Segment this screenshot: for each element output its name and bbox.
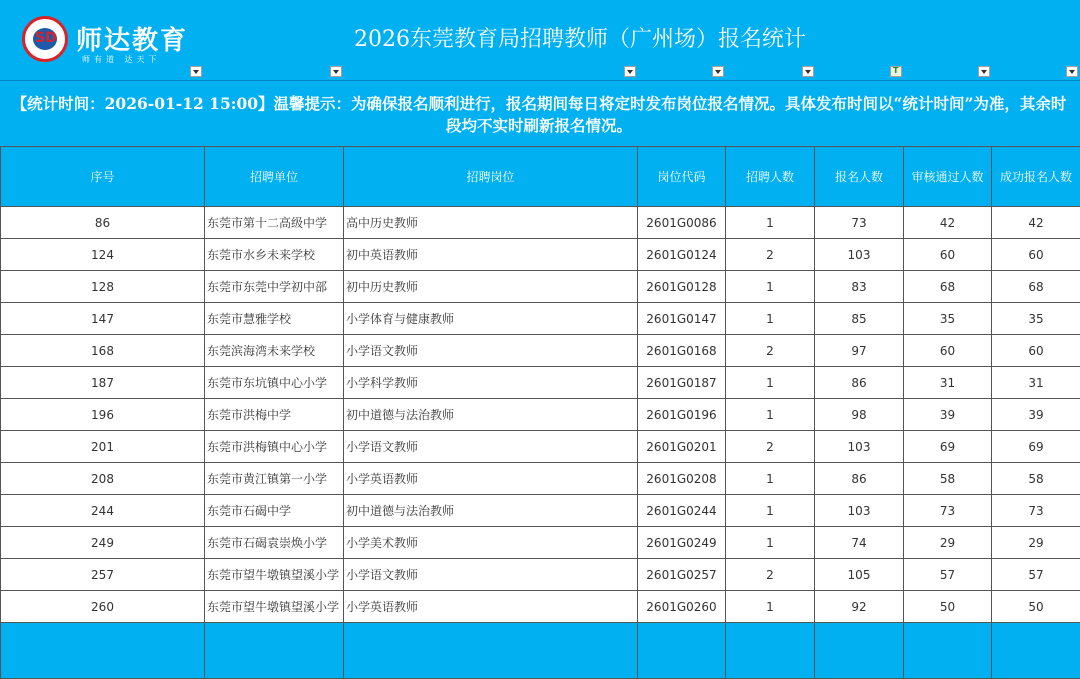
- notice-banner: [0, 80, 1080, 147]
- registration-table: [0, 146, 1080, 679]
- table-row: [1, 431, 1080, 463]
- cell-code[interactable]: 2601G0201: [638, 431, 726, 463]
- cell-registered[interactable]: 35: [992, 303, 1080, 335]
- cell-code[interactable]: 2601G0147: [638, 303, 726, 335]
- column-header[interactable]: 招聘岗位: [344, 147, 638, 207]
- table-header-row: [1, 147, 1080, 207]
- cell-position[interactable]: 小学语文教师: [344, 431, 638, 463]
- cell-employer[interactable]: 东莞市东坑镇中心小学: [205, 367, 344, 399]
- cell-index[interactable]: 201: [1, 431, 205, 463]
- table-row: [1, 463, 1080, 495]
- column-header[interactable]: 招聘人数: [726, 147, 815, 207]
- cell-code[interactable]: 2601G0244: [638, 495, 726, 527]
- cell-position[interactable]: 高中历史教师: [344, 207, 638, 239]
- cell-openings[interactable]: 1: [726, 303, 815, 335]
- cell-code[interactable]: 2601G0260: [638, 591, 726, 623]
- cell-code[interactable]: 2601G0208: [638, 463, 726, 495]
- cell-openings[interactable]: 1: [726, 591, 815, 623]
- cell-openings[interactable]: 2: [726, 431, 815, 463]
- empty-row: [1, 623, 1080, 679]
- column-header[interactable]: 岗位代码: [638, 147, 726, 207]
- cell-employer[interactable]: 东莞市慧雅学校: [205, 303, 344, 335]
- filter-dropdown-button[interactable]: [1066, 66, 1078, 77]
- cell-code[interactable]: 2601G0124: [638, 239, 726, 271]
- cell-applicants[interactable]: 86: [815, 367, 904, 399]
- cell-openings[interactable]: 2: [726, 559, 815, 591]
- cell-registered[interactable]: 58: [992, 463, 1080, 495]
- table-row: [1, 207, 1080, 239]
- logo-badge-text: SD: [35, 30, 57, 46]
- cell-index[interactable]: 249: [1, 527, 205, 559]
- cell-approved[interactable]: 35: [904, 303, 992, 335]
- brand-slogan: 师有道 达天下: [82, 55, 161, 64]
- table-row: [1, 303, 1080, 335]
- cell-position[interactable]: 初中道德与法治教师: [344, 495, 638, 527]
- header-bar: [0, 0, 1080, 78]
- table-row: [1, 239, 1080, 271]
- cell-employer[interactable]: 东莞市黄江镇第一小学: [205, 463, 344, 495]
- cell-applicants[interactable]: 85: [815, 303, 904, 335]
- table-row: [1, 591, 1080, 623]
- cell-index[interactable]: 187: [1, 367, 205, 399]
- cell-registered[interactable]: 29: [992, 527, 1080, 559]
- cell-applicants[interactable]: 105: [815, 559, 904, 591]
- column-header[interactable]: 报名人数: [815, 147, 904, 207]
- filter-dropdown-button[interactable]: [712, 66, 724, 77]
- filter-dropdown-button[interactable]: [978, 66, 990, 77]
- cell-code[interactable]: 2601G0257: [638, 559, 726, 591]
- cell-approved[interactable]: 60: [904, 335, 992, 367]
- cell-openings[interactable]: 1: [726, 271, 815, 303]
- column-header[interactable]: 序号: [1, 147, 205, 207]
- cell-applicants[interactable]: 97: [815, 335, 904, 367]
- cell-openings[interactable]: 1: [726, 367, 815, 399]
- table-row: [1, 271, 1080, 303]
- cell-employer[interactable]: 东莞市水乡未来学校: [205, 239, 344, 271]
- cell-code[interactable]: 2601G0086: [638, 207, 726, 239]
- cell-approved[interactable]: 57: [904, 559, 992, 591]
- cell-index[interactable]: 208: [1, 463, 205, 495]
- cell-applicants[interactable]: 86: [815, 463, 904, 495]
- filter-dropdown-button[interactable]: [802, 66, 814, 77]
- cell-index[interactable]: 147: [1, 303, 205, 335]
- cell-employer[interactable]: 东莞市望牛墩镇望溪小学: [205, 559, 344, 591]
- cell-registered[interactable]: 39: [992, 399, 1080, 431]
- cell-registered[interactable]: 69: [992, 431, 1080, 463]
- cell-registered[interactable]: 31: [992, 367, 1080, 399]
- cell-approved[interactable]: 39: [904, 399, 992, 431]
- cell-applicants[interactable]: 103: [815, 495, 904, 527]
- cell-index[interactable]: 244: [1, 495, 205, 527]
- cell-employer[interactable]: 东莞市洪梅中学: [205, 399, 344, 431]
- cell-registered[interactable]: 50: [992, 591, 1080, 623]
- page-title: 2026东莞教育局招聘教师（广州场）报名统计: [354, 27, 806, 52]
- cell-applicants[interactable]: 74: [815, 527, 904, 559]
- cell-index[interactable]: 128: [1, 271, 205, 303]
- cell-approved[interactable]: 60: [904, 239, 992, 271]
- cell-position[interactable]: 初中英语教师: [344, 239, 638, 271]
- filter-dropdown-button[interactable]: [190, 66, 202, 77]
- cell-index[interactable]: 168: [1, 335, 205, 367]
- cell-index[interactable]: 86: [1, 207, 205, 239]
- cell-openings[interactable]: 1: [726, 207, 815, 239]
- cell-employer[interactable]: 东莞市石碣中学: [205, 495, 344, 527]
- cell-approved[interactable]: 31: [904, 367, 992, 399]
- cell-employer[interactable]: 东莞市望牛墩镇望溪小学: [205, 591, 344, 623]
- cell-registered[interactable]: 68: [992, 271, 1080, 303]
- cell-approved[interactable]: 42: [904, 207, 992, 239]
- cell-code[interactable]: 2601G0168: [638, 335, 726, 367]
- cell-openings[interactable]: 1: [726, 399, 815, 431]
- cell-registered[interactable]: 73: [992, 495, 1080, 527]
- cell-openings[interactable]: 1: [726, 527, 815, 559]
- cell-openings[interactable]: 2: [726, 239, 815, 271]
- column-header[interactable]: 审核通过人数: [904, 147, 992, 207]
- column-header[interactable]: 成功报名人数: [992, 147, 1080, 207]
- cell-code[interactable]: 2601G0128: [638, 271, 726, 303]
- table-row: [1, 527, 1080, 559]
- column-header[interactable]: 招聘单位: [205, 147, 344, 207]
- cell-applicants[interactable]: 73: [815, 207, 904, 239]
- cell-employer[interactable]: 东莞市石碣袁崇焕小学: [205, 527, 344, 559]
- cell-openings[interactable]: 1: [726, 495, 815, 527]
- cell-applicants[interactable]: 98: [815, 399, 904, 431]
- cell-position[interactable]: 小学英语教师: [344, 463, 638, 495]
- cell-employer[interactable]: 东莞市洪梅镇中心小学: [205, 431, 344, 463]
- cell-index[interactable]: 196: [1, 399, 205, 431]
- table-row: [1, 559, 1080, 591]
- cell-position[interactable]: 小学语文教师: [344, 335, 638, 367]
- table-row: [1, 495, 1080, 527]
- filter-dropdown-button[interactable]: [330, 66, 342, 77]
- cell-position[interactable]: 初中历史教师: [344, 271, 638, 303]
- cell-employer[interactable]: 东莞市东莞中学初中部: [205, 271, 344, 303]
- cell-position[interactable]: 小学英语教师: [344, 591, 638, 623]
- table-row: [1, 399, 1080, 431]
- cell-approved[interactable]: 29: [904, 527, 992, 559]
- cell-registered[interactable]: 60: [992, 239, 1080, 271]
- cell-index[interactable]: 257: [1, 559, 205, 591]
- cell-index[interactable]: 124: [1, 239, 205, 271]
- cell-code[interactable]: 2601G0196: [638, 399, 726, 431]
- cell-registered[interactable]: 60: [992, 335, 1080, 367]
- cell-approved[interactable]: 73: [904, 495, 992, 527]
- cell-approved[interactable]: 69: [904, 431, 992, 463]
- table-row: [1, 335, 1080, 367]
- table-row: [1, 367, 1080, 399]
- active-filter-icon[interactable]: [890, 66, 902, 77]
- cell-registered[interactable]: 42: [992, 207, 1080, 239]
- brand-name: 师达教育: [76, 26, 189, 56]
- cell-registered[interactable]: 57: [992, 559, 1080, 591]
- cell-position[interactable]: 小学体育与健康教师: [344, 303, 638, 335]
- cell-position[interactable]: 初中道德与法治教师: [344, 399, 638, 431]
- cell-employer[interactable]: 东莞市第十二高级中学: [205, 207, 344, 239]
- cell-applicants[interactable]: 103: [815, 431, 904, 463]
- cell-position[interactable]: 小学语文教师: [344, 559, 638, 591]
- cell-approved[interactable]: 58: [904, 463, 992, 495]
- cell-applicants[interactable]: 103: [815, 239, 904, 271]
- cell-position[interactable]: 小学科学教师: [344, 367, 638, 399]
- cell-applicants[interactable]: 92: [815, 591, 904, 623]
- cell-applicants[interactable]: 83: [815, 271, 904, 303]
- cell-openings[interactable]: 2: [726, 335, 815, 367]
- cell-position[interactable]: 小学美术教师: [344, 527, 638, 559]
- cell-approved[interactable]: 68: [904, 271, 992, 303]
- cell-index[interactable]: 260: [1, 591, 205, 623]
- cell-code[interactable]: 2601G0249: [638, 527, 726, 559]
- cell-openings[interactable]: 1: [726, 463, 815, 495]
- cell-code[interactable]: 2601G0187: [638, 367, 726, 399]
- filter-dropdown-button[interactable]: [624, 66, 636, 77]
- notice-text: 【统计时间：2026-01-12 15:00】温馨提示：为确保报名顺利进行，报名期间每日将定时发布岗位报名情况。具体发布时间以“统计时间”为准，其余时段均不实时刷新报名情况。: [11, 94, 1067, 135]
- cell-approved[interactable]: 50: [904, 591, 992, 623]
- cell-employer[interactable]: 东莞滨海湾未来学校: [205, 335, 344, 367]
